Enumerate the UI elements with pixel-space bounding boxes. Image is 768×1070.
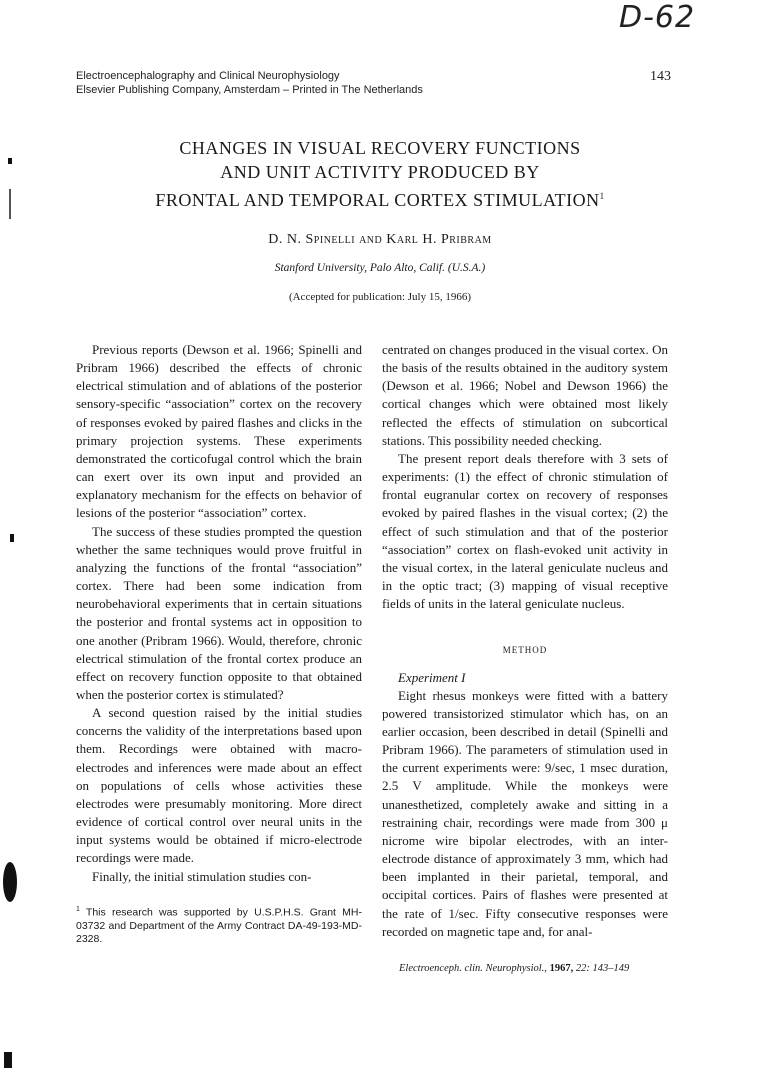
- publisher-line: Elsevier Publishing Company, Amsterdam – Printed in The Netherlands: [76, 84, 423, 96]
- title-line-3-text: FRONTAL AND TEMPORAL CORTEX STIMULATION: [155, 190, 600, 210]
- scan-speck: [8, 158, 12, 164]
- paragraph: A second question raised by the initial studies concerns the validity of the interpretations based upon them. Recordings were obtained with macro-electrodes and inferences were made about an effect on populations of cells whose activities these electrodes were presumably monitoring. More direct evidence of cortical control over neural units in the input systems would be obtained if micro-electrode recordings were made.: [76, 705, 362, 866]
- scan-speck: [9, 189, 11, 219]
- page-number: 143: [650, 69, 671, 84]
- footnote: [76, 903, 362, 946]
- authors: D. N. Spinelli and Karl H. Pribram: [268, 232, 492, 247]
- accepted-date: (Accepted for publication: July 15, 1966): [288, 291, 472, 303]
- paragraph: The present report deals therefore with 3 sets of experiments: (1) the effect of chronic stimulation of frontal eugranular cortex on recovery of responses evoked by paired flashes in the visual cortex; (2) the effect of such stimulation and that of the posterior “association” cortex on flash-evoked unit activity in the visual cortex, in the lateral geniculate nucleus and in the optic tract; (3) mapping of visual receptive fields of units in the lateral geniculate nucleus.: [382, 450, 668, 612]
- footnote-mark: 1: [76, 906, 80, 913]
- paragraph: Eight rhesus monkeys were fitted with a battery powered transistorized stimulator which has, on an earlier occasion, been described in detail (Spinelli and Pribram 1966). The parameters of stimulation used in the current experiments were: 9/sec, 1 msec duration, 2.5 V amplitude. While the monkeys were unanesthetized, completely awake and sitting in a restraining chair, recordings were made from 300 μ nicrome wire bipolar electrodes, with an inter-electrode distance of approximately 3 mm, which had been implanted in their parietal, temporal, and occipital cortices. Pairs of flashes were presented at the rate of 1/sec. Fifty consecutive responses were recorded on magnetic tape and, for anal-: [382, 687, 668, 939]
- title-line-1: CHANGES IN VISUAL RECOVERY FUNCTIONS: [179, 138, 581, 158]
- journal-name: Electroencephalography and Clinical Neurophysiology: [76, 70, 340, 82]
- left-column: [76, 341, 362, 886]
- title-line-3: [90, 184, 670, 212]
- right-column: [382, 341, 668, 941]
- article-title: [90, 136, 670, 212]
- footnote-text: This research was supported by U.S.P.H.S. Grant MH-03732 and Department of the Army Contract DA-49-193-MD-2328.: [76, 906, 362, 945]
- paragraph: Previous reports (Dewson et al. 1966; Spinelli and Pribram 1966) described the effects of chronic electrical stimulation and of ablations of the posterior sensory-specific “association” cortex on the recovery of responses evoked by paired flashes and clicks in the primary projection systems. These experiments demonstrated the corticofugal control which the brain can exert over its own input and provided an explanatory mechanism for the effects on behavior of lesions of the posterior “association” cortex.: [76, 342, 362, 521]
- binding-hole: [3, 862, 17, 902]
- paragraph: Finally, the initial stimulation studies con-: [92, 868, 312, 884]
- journal-header: [76, 69, 423, 97]
- affiliation: Stanford University, Palo Alto, Calif. (U.S.A.): [274, 262, 486, 274]
- subheading: Experiment I: [398, 669, 466, 685]
- citation-year: 1967,: [549, 963, 574, 974]
- scan-speck: [10, 534, 14, 542]
- scan-speck: [4, 1052, 12, 1068]
- citation-pages: 143–149: [592, 963, 630, 974]
- citation-journal: Electroenceph. clin. Neurophysiol.,: [399, 963, 547, 974]
- paragraph: The success of these studies prompted the question whether the same techniques would prove fruitful in analyzing the functions of the frontal “association” cortex. There had been some indication from neurobehavioral experiments that in certain situations the posterior and frontal systems act in opposition to one another (Pribram 1966). Would, therefore, chronic electrical stimulation of the frontal cortex produce an effect on recovery function opposite to that obtained when the posterior cortex is stimulated?: [76, 523, 362, 702]
- citation-volume: 22:: [575, 963, 590, 974]
- handwritten-note: D-62: [619, 0, 696, 35]
- section-heading: METHOD: [502, 645, 548, 656]
- title-footnote-mark: 1: [599, 191, 605, 201]
- journal-citation: [399, 963, 629, 974]
- paragraph: centrated on changes produced in the visual cortex. On the basis of the results obtained in the auditory system (Dewson et al. 1966; Nobel and Dewson 1966) the cortical changes which were obtained most likely reflected the effects of stimulation on subcortical stations. This possibility needed checking.: [382, 342, 668, 448]
- title-line-2: AND UNIT ACTIVITY PRODUCED BY: [220, 162, 540, 182]
